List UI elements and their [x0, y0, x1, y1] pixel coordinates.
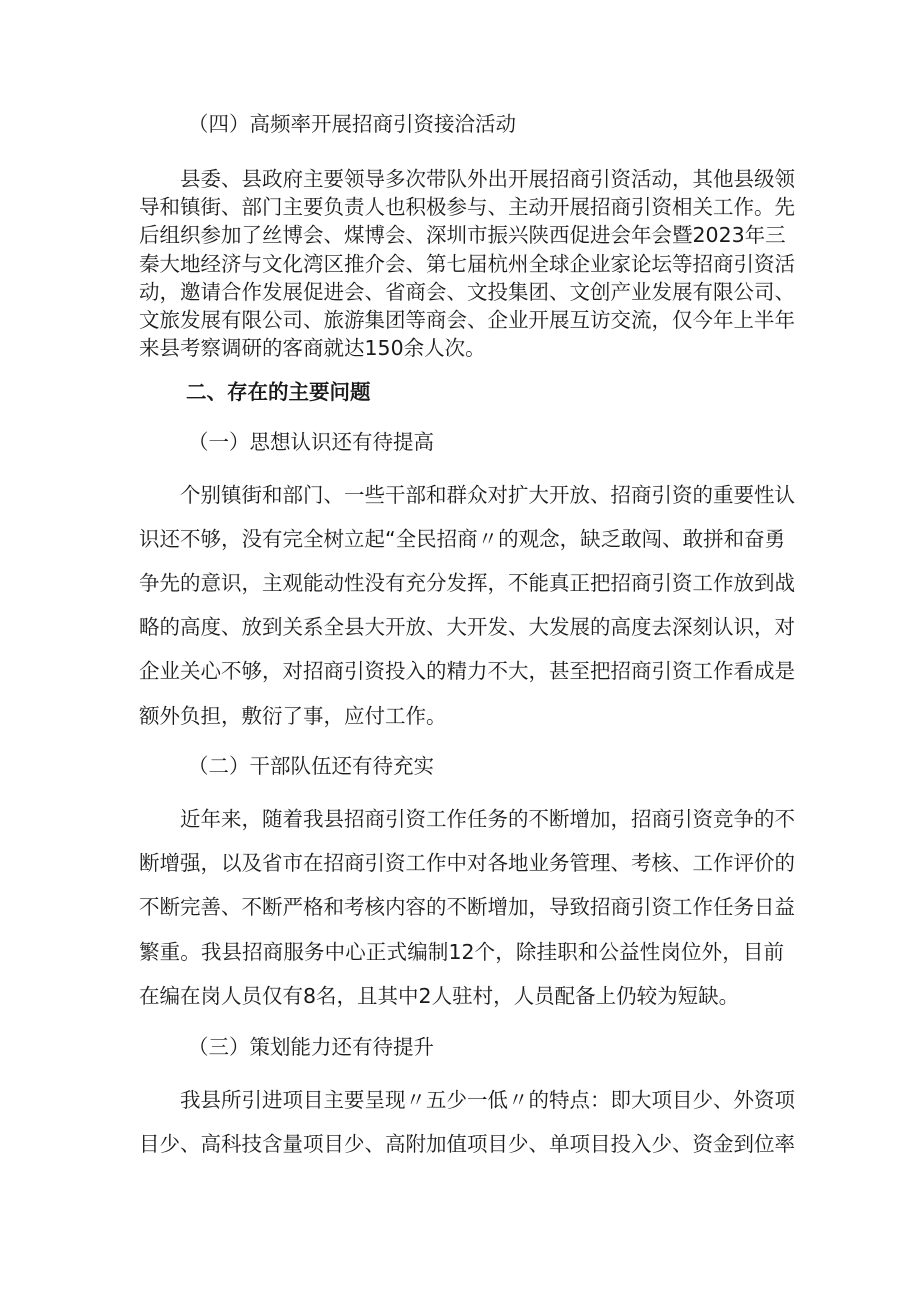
- sub3-line-1: 我县所引进项目主要呈现〃五少一低〃的特点：即大项目少、外资项: [180, 1088, 795, 1112]
- section4-line-2: 导和镇街、部门主要负责人也积极参与、主动开展招商引资相关工作。先: [139, 195, 795, 219]
- sub1-line-5: 企业关心不够，对招商引资投入的精力不大，甚至把招商引资工作看成是: [139, 659, 795, 683]
- part2-heading: 二、存在的主要问题: [186, 380, 371, 404]
- sub3-line-2: 目少、高科技含量项目少、高附加值项目少、单项目投入少、资金到位率: [139, 1132, 795, 1156]
- sub2-line-3: 不断完善、不断严格和考核内容的不断增加，导致招商引资工作任务日益: [139, 895, 795, 919]
- sub2-line-2: 断增强，以及省市在招商引资工作中对各地业务管理、考核、工作评价的: [139, 851, 795, 875]
- section4-line-7: 来县考察调研的客商就达150余人次。: [139, 336, 486, 360]
- section4-line-1: 县委、县政府主要领导多次带队外出开展招商引资活动，其他县级领: [180, 167, 795, 191]
- section4-line-5: 动，邀请合作发展促进会、省商会、文投集团、文创产业发展有限公司、: [139, 280, 795, 304]
- sub1-line-2: 识还不够，没有完全树立起“全民招商〃的观念，缺乏敢闯、敢拼和奋勇: [139, 527, 786, 551]
- section4-line-6: 文旅发展有限公司、旅游集团等商会、企业开展互访交流，仅今年上半年: [139, 308, 795, 332]
- sub1-title: （一）思想认识还有待提高: [188, 430, 434, 454]
- sub1-line-6: 额外负担，敷衍了事，应付工作。: [139, 704, 447, 728]
- sub2-title: （二）干部队伍还有待充实: [188, 754, 434, 778]
- sub1-line-1: 个别镇街和部门、一些干部和群众对扩大开放、招商引资的重要性认: [180, 483, 795, 507]
- section4-title: （四）高频率开展招商引资接洽活动: [188, 112, 516, 136]
- section4-line-3: 后组织参加了丝博会、煤博会、深圳市振兴陕西促进会年会暨2023年三: [139, 223, 786, 247]
- section4-line-4: 秦大地经济与文化湾区推介会、第七届杭州全球企业家论坛等招商引资活: [139, 252, 795, 276]
- sub2-line-1: 近年来，随着我县招商引资工作任务的不断增加，招商引资竞争的不: [180, 807, 795, 831]
- sub2-line-4: 繁重。我县招商服务中心正式编制12个，除挂职和公益性岗位外，目前: [139, 940, 784, 964]
- sub1-line-3: 争先的意识，主观能动性没有充分发挥，不能真正把招商引资工作放到战: [139, 571, 795, 595]
- sub1-line-4: 略的高度、放到关系全县大开放、大开发、大发展的高度去深刻认识，对: [139, 615, 795, 639]
- sub3-title: （三）策划能力还有待提升: [188, 1035, 434, 1059]
- sub2-line-5: 在编在岗人员仅有8名，且其中2人驻村，人员配备上仍较为短缺。: [139, 984, 740, 1008]
